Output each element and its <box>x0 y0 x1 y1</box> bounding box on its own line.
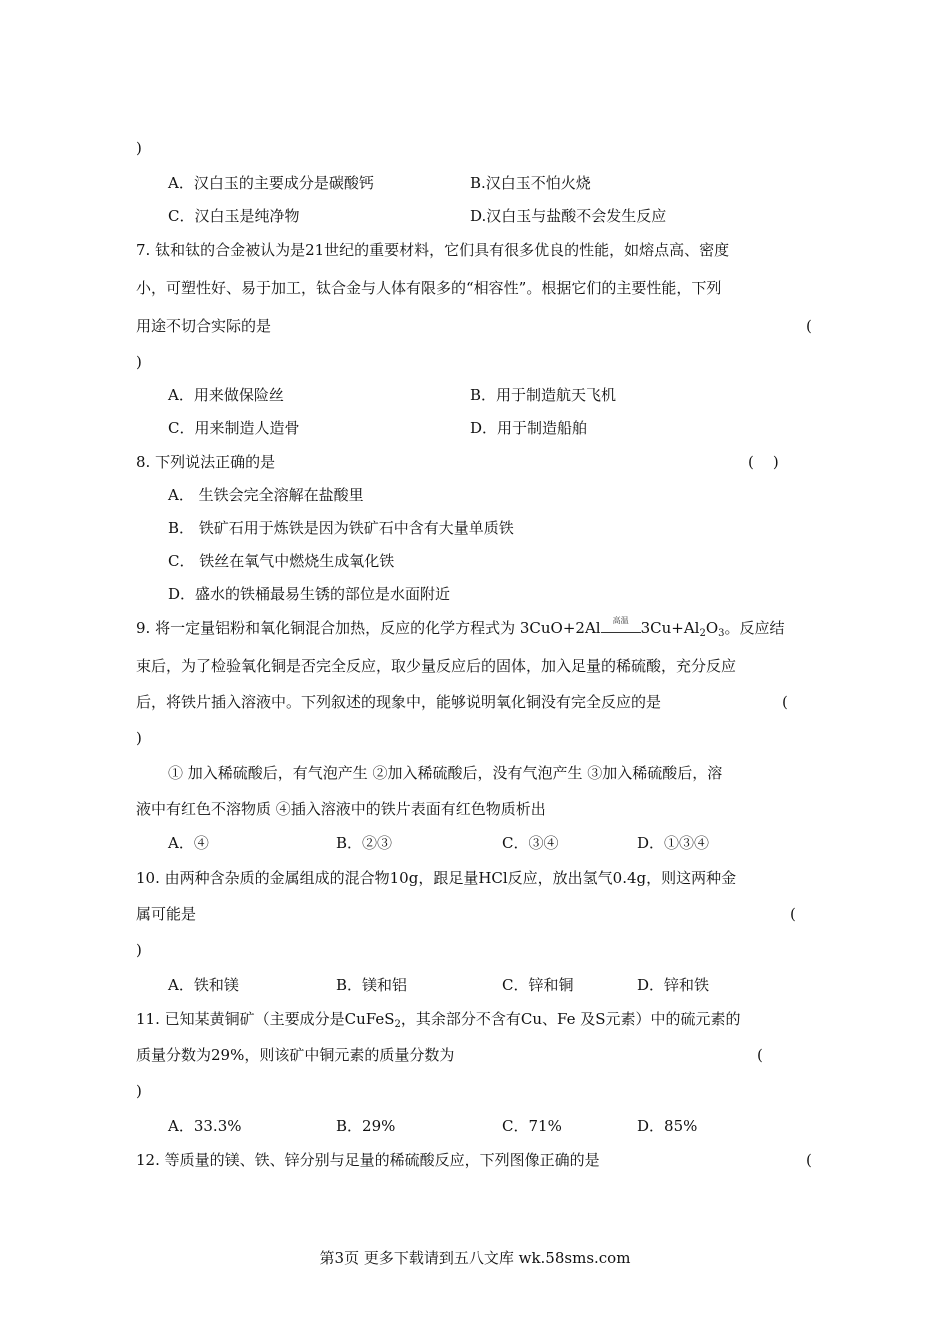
q11-option-b: B．29% <box>336 1117 396 1135</box>
q10-stem-line1: 10. 由两种含杂质的金属组成的混合物10g，跟足量HCl反应，放出氢气0.4g，则这两种金 <box>136 869 737 887</box>
q11-stem-line1 <box>136 1009 741 1035</box>
q9-oxygen: O <box>705 619 719 637</box>
q8-stem: 8. 下列说法正确的是 <box>136 453 276 471</box>
q7-option-d: D．用于制造船舶 <box>470 419 588 437</box>
q10-option-b: B．镁和铝 <box>336 976 408 994</box>
q11-close-paren: ) <box>136 1082 142 1100</box>
q7-option-a: A．用来做保险丝 <box>168 386 284 404</box>
q7-option-b: B．用于制造航天飞机 <box>470 386 617 404</box>
q7-stem-line3: 用途不切合实际的是 <box>136 317 272 335</box>
q11-stem-tail: ，其余部分不含有Cu、Fe 及S元素）中的硫元素的 <box>400 1010 741 1028</box>
q6-option-b: B.汉白玉不怕火烧 <box>470 174 591 192</box>
q9-option-d: D．①③④ <box>637 834 710 852</box>
q11-subscript: 2 <box>394 1019 401 1030</box>
q11-option-c: C．71% <box>502 1117 562 1135</box>
reaction-condition: 高温 <box>612 616 629 625</box>
q7-stem-line1: 7. 钛和钛的合金被认为是21世纪的重要材料，它们具有很多优良的性能，如熔点高、密度 <box>136 241 730 259</box>
q9-statements-line1: ① 加入稀硫酸后，有气泡产生 ②加入稀硫酸后，没有气泡产生 ③加入稀硫酸后，溶 <box>168 764 723 782</box>
q6-option-d: D.汉白玉与盐酸不会发生反应 <box>470 207 667 225</box>
q8-option-d: D．盛水的铁桶最易生锈的部位是水面附近 <box>168 585 451 603</box>
q11-option-a: A．33.3% <box>168 1117 242 1135</box>
q9-option-a: A．④ <box>168 834 209 852</box>
q12-stem: 12. 等质量的镁、铁、锌分别与足量的稀硫酸反应，下列图像正确的是 <box>136 1151 600 1169</box>
q10-option-c: C．锌和铜 <box>502 976 574 994</box>
q9-subscript-3: 3 <box>718 628 725 639</box>
reaction-arrow <box>601 616 641 633</box>
q7-stem-line2: 小，可塑性好、易于加工，钛合金与人体有限多的“相容性”。根据它们的主要性能，下列 <box>136 279 722 297</box>
q12-open-paren: ( <box>806 1151 812 1169</box>
q7-open-paren: ( <box>806 317 812 335</box>
q9-stem-line3: 后，将铁片插入溶液中。下列叙述的现象中，能够说明氧化铜没有完全反应的是 <box>136 693 662 711</box>
q6-option-c: C．汉白玉是纯净物 <box>168 207 300 225</box>
q11-option-d: D．85% <box>637 1117 698 1135</box>
q9-stem-tail: 。反应结 <box>724 619 785 637</box>
q7-close-paren: ) <box>136 353 142 371</box>
q11-open-paren: ( <box>757 1046 763 1064</box>
q11-stem-text: 11. 已知某黄铜矿（主要成分是CuFeS <box>136 1010 395 1028</box>
q9-close-paren: ) <box>136 729 142 747</box>
q10-open-paren: ( <box>790 905 796 923</box>
q9-subscript-2: 2 <box>699 628 706 639</box>
q9-stem-line1 <box>136 618 785 644</box>
q9-open-paren: ( <box>782 693 788 711</box>
q8-answer-paren: ( ) <box>748 453 779 471</box>
q9-option-b: B．②③ <box>336 834 393 852</box>
q10-option-a: A．铁和镁 <box>168 976 239 994</box>
q9-stem-text: 9. 将一定量铝粉和氧化铜混合加热，反应的化学方程式为 3CuO+2Al <box>136 619 601 637</box>
page-footer: 第3页 更多下载请到五八文库 wk.58sms.com <box>319 1249 631 1267</box>
q11-stem-line2: 质量分数为29%，则该矿中铜元素的质量分数为 <box>136 1046 455 1064</box>
q6-option-a: A．汉白玉的主要成分是碳酸钙 <box>168 174 374 192</box>
q9-product-text: 3Cu+Al <box>640 619 700 637</box>
q8-option-c: C． 铁丝在氧气中燃烧生成氧化铁 <box>168 552 395 570</box>
q8-option-a: A． 生铁会完全溶解在盐酸里 <box>168 486 364 504</box>
q9-statements-line2: 液中有红色不溶物质 ④插入溶液中的铁片表面有红色物质析出 <box>136 800 546 818</box>
q10-stem-line2: 属可能是 <box>136 905 197 923</box>
q7-option-c: C．用来制造人造骨 <box>168 419 300 437</box>
q9-option-c: C．③④ <box>502 834 559 852</box>
q9-stem-line2: 束后，为了检验氧化铜是否完全反应，取少量反应后的固体，加入足量的稀硫酸，充分反应 <box>136 657 737 675</box>
q8-option-b: B． 铁矿石用于炼铁是因为铁矿石中含有大量单质铁 <box>168 519 514 537</box>
q6-close-paren: ) <box>136 139 142 157</box>
q10-close-paren: ) <box>136 941 142 959</box>
q10-option-d: D．锌和铁 <box>637 976 710 994</box>
